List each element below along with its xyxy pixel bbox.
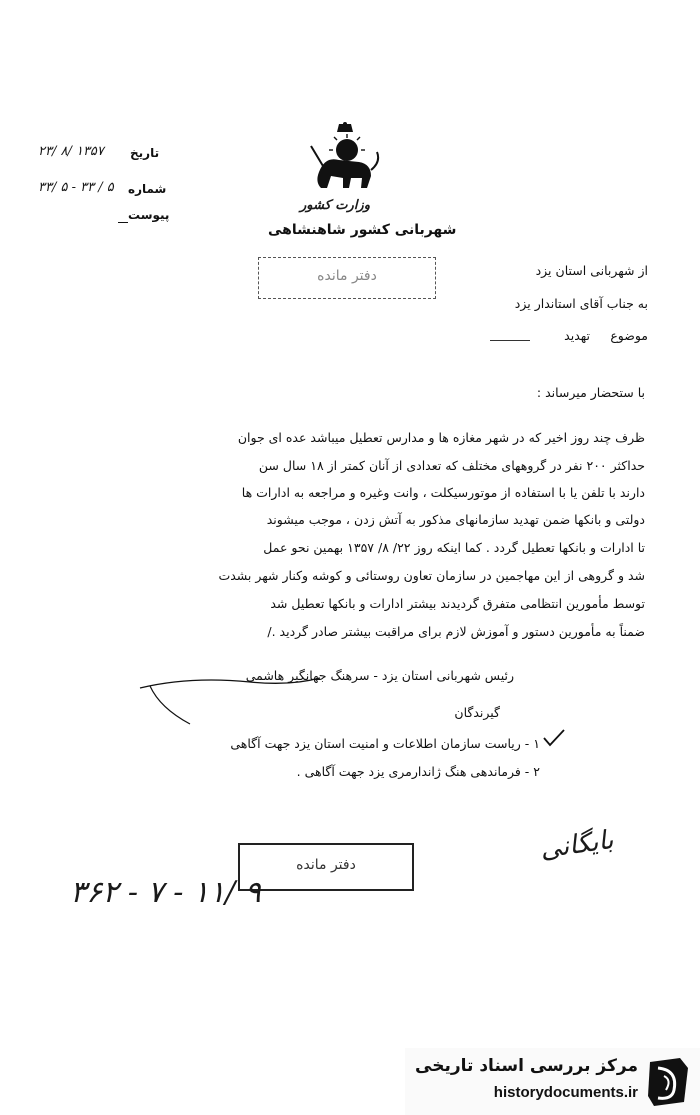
archive-logo-icon — [644, 1056, 692, 1108]
date-value: ۲۳/ ۸/ ۱۳۵۷ — [38, 144, 104, 159]
recipients-label: گیرندگان — [454, 705, 500, 720]
body-line: ظرف چند روز اخیر که در شهر مغازه ها و مدارس تعطیل میباشد عده ای جوان — [237, 430, 645, 445]
number-value: ۳۳/ ۵ - ۳۳ / ۵ — [38, 180, 114, 195]
body-line: شد و گروهی از این مهاجمین در سازمان تعاون روستائی و کوشه وکنار شهر بشدت — [218, 568, 645, 583]
archive-site-url: historydocuments.ir — [493, 1084, 638, 1101]
handwritten-numbers: ۳۶۲ - ۷ - ۱۱/ ۹ — [70, 875, 261, 910]
number-label: شماره — [128, 182, 167, 196]
archive-stamp-top-text: دفتر مانده — [317, 268, 377, 284]
archive-stamp-bottom-text: دفتر مانده — [296, 857, 356, 873]
signatory-line: رئیس شهربانی استان یزد - سرهنگ جهانگیر هاشمی — [245, 668, 514, 683]
lion-and-sun-emblem — [305, 122, 385, 194]
recipient-item: ۱ - ریاست سازمان اطلاعات و امنیت استان یزد جهت آگاهی — [230, 736, 540, 751]
subject-label: موضوع — [610, 328, 648, 343]
checkmark-icon — [542, 728, 566, 748]
body-line: توسط مأمورین انتظامی متفرق گردیدند بیشتر ادارات و بانکها تعطیل شد — [270, 596, 645, 611]
to-line: به جناب آقای استاندار یزد — [514, 296, 648, 311]
date-label: تاریخ — [130, 146, 160, 160]
attachment-label: پیوست — [128, 208, 170, 222]
subject-value: تهدید — [564, 328, 590, 343]
signature-scribble — [130, 668, 330, 728]
salutation: با ستحضار میرساند : — [536, 385, 645, 400]
archive-footer — [405, 1048, 700, 1115]
recipient-item: ۲ - فرماندهی هنگ ژاندارمری یزد جهت آگاهی . — [296, 764, 540, 779]
attachment-rule — [118, 222, 128, 223]
body-line: ضمناً به مأمورین دستور و آموزش لازم برای مراقبت بیشتر صادر گردید ./ — [267, 624, 645, 639]
subject-rule — [490, 340, 530, 341]
archive-org-name: مرکز بررسی اسناد تاریخی — [415, 1056, 638, 1076]
body-line: دارند با تلفن یا با استفاده از موتورسیکلت ، وانت وغیره و مراجعه به ادارات ها — [241, 485, 645, 500]
body-line: تا ادارات و بانکها تعطیل گردد . کما اینکه روز ۲۲/ ۸/ ۱۳۵۷ بهمین نحو عمل — [263, 540, 645, 555]
from-line: از شهربانی استان یزد — [535, 263, 648, 278]
archive-stamp-bottom — [238, 843, 414, 891]
archive-stamp-top — [258, 257, 436, 299]
body-line: حداکثر ۲۰۰ نفر در گروههای مختلف که تعدادی از آنان کمتر از ۱۸ سال سن — [258, 458, 645, 473]
handwritten-signature: بایگانی — [538, 825, 616, 865]
body-line: دولتی و بانکها ضمن تهدید سازمانهای مذکور به آتش زدن ، موجب میشوند — [266, 512, 645, 527]
department-name: شهربانی کشور شاهنشاهی — [268, 222, 457, 238]
ministry-name: وزارت کشور — [300, 198, 370, 213]
